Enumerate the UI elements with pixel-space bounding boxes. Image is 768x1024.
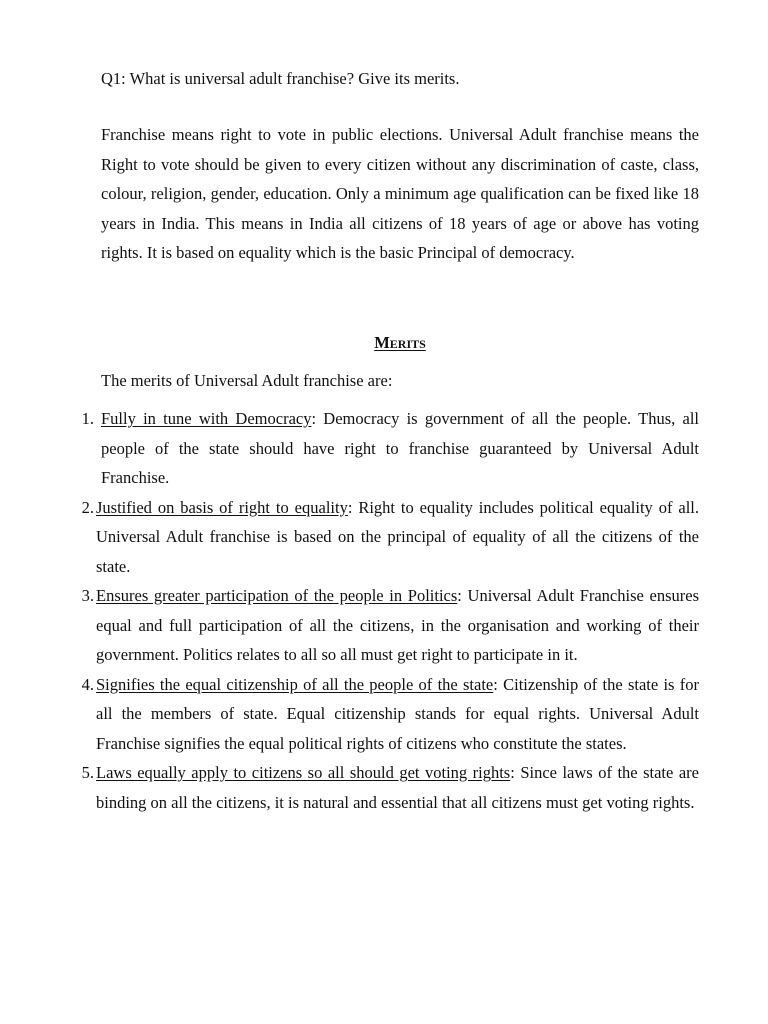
merit-number: 1. — [81, 409, 94, 428]
merit-text: : Since laws of the state are binding on all the citizens, it is natural and essential that all citizens must get voting rights. — [96, 763, 699, 812]
merit-item — [81, 581, 699, 670]
merits-intro-text: The merits of Universal Adult franchise are: — [101, 371, 393, 390]
merit-item — [81, 404, 699, 493]
merit-item — [81, 758, 699, 817]
merit-text: : Citizenship of the state is for all the members of state. Equal citizenship stands for equal rights. Universal Adult Franchise signifies the equal political rights of citizens who constitute the states. — [96, 674, 699, 753]
merit-title: Fully in tune with Democracy — [101, 409, 312, 428]
merit-number: 4. — [81, 674, 94, 694]
merit-number: 2. — [81, 497, 94, 517]
question-text: Q1: What is universal adult franchise? Give its merits. — [101, 69, 460, 88]
merit-text: : Universal Adult Franchise ensures equal and full participation of all the citizens, in the organisation and working of their government. Politics relates to all so all must get right to participate in it. — [96, 586, 699, 664]
merit-text: : Democracy is government of all the people. Thus, all people of the state should have right to franchise guaranteed by Universal Adult Franchise. — [101, 409, 699, 487]
merits-list — [81, 404, 699, 817]
merit-title: Signifies the equal citizenship of all the people of the state — [96, 674, 494, 694]
merit-title: Laws equally apply to citizens so all should get voting rights — [96, 763, 511, 782]
merits-heading: Merits — [374, 333, 426, 352]
merit-title: Justified on basis of right to equality — [96, 497, 348, 517]
intro-paragraph: Franchise means right to vote in public elections. Universal Adult franchise means the Right to vote should be given to every citizen without any discrimination of caste, class, colour, religion, gender, education. Only a minimum age qualification can be fixed like 18 years in India. This means in India all citizens of 18 years of age or above has voting rights. It is based on equality which is the basic Principal of democracy. — [101, 125, 699, 262]
merit-text: : Right to equality includes political equality of all. Universal Adult franchise is based on the principal of equality of all the citizens of the state. — [96, 497, 699, 576]
merit-number: 5. — [81, 763, 94, 782]
merit-number: 3. — [81, 586, 94, 605]
merit-title: Ensures greater participation of the people in Politics — [96, 586, 458, 605]
merit-item — [81, 493, 699, 582]
merit-item — [81, 670, 699, 759]
